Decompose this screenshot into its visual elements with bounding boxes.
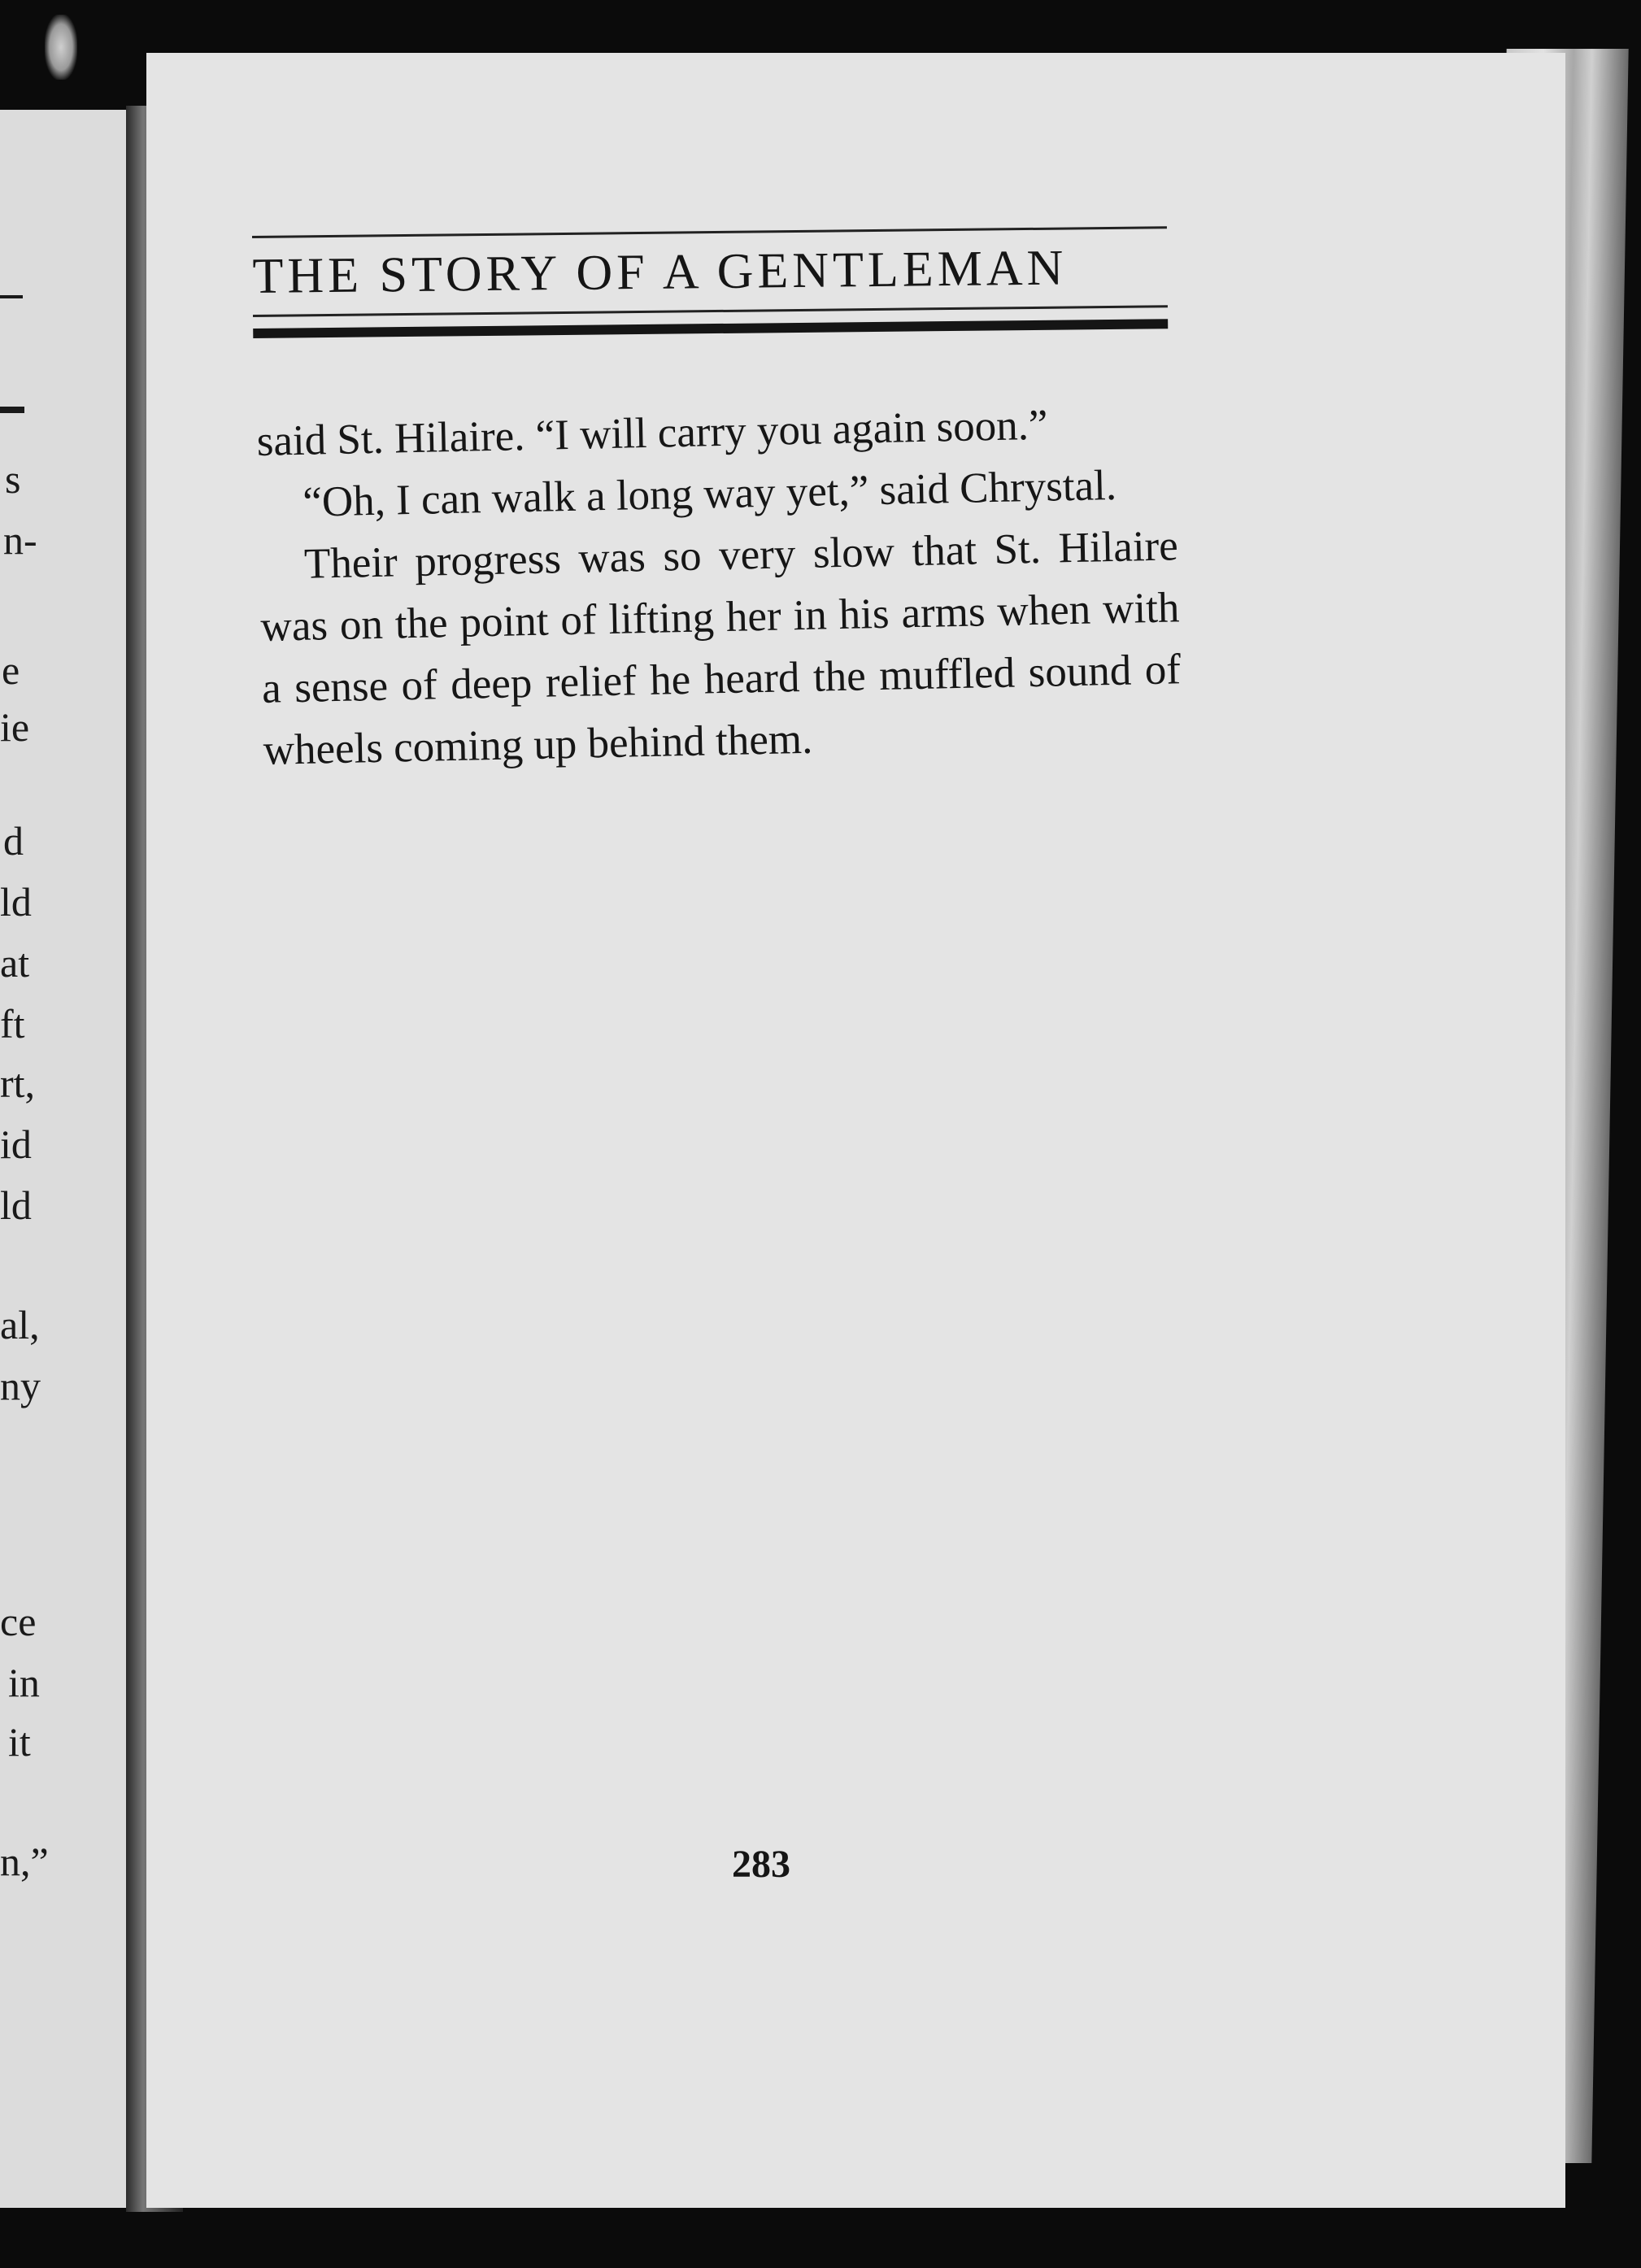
- left-page-fragment: d: [3, 818, 24, 864]
- right-page: [146, 53, 1565, 2208]
- left-page-fragment: n,”: [0, 1839, 49, 1884]
- left-page-fragment: ld: [0, 1182, 32, 1228]
- left-page-rule-thick: [0, 407, 24, 413]
- paragraph: Their progress was so very slow that St. Hilaire was on the point of lifting her in his arms when with a sense of deep relief he heard the muffled sound of wheels coming up behind them.: [259, 522, 1182, 774]
- running-header: [252, 226, 1168, 338]
- running-title: THE STORY OF A GENTLEMAN: [252, 240, 1068, 304]
- left-page: [0, 110, 130, 2208]
- left-page-fragment: ft: [0, 1001, 25, 1047]
- left-page-fragment: in: [8, 1660, 40, 1705]
- left-page-fragment: id: [0, 1121, 32, 1167]
- left-page-fragment: ny: [0, 1363, 41, 1408]
- left-page-fragment: it: [8, 1719, 31, 1765]
- left-page-fragment: s: [5, 456, 21, 502]
- left-page-fragment: at: [0, 940, 30, 986]
- left-page-fragment: rt,: [0, 1060, 36, 1106]
- left-page-fragment: e: [2, 647, 20, 693]
- left-page-fragment: al,: [0, 1302, 40, 1347]
- left-page-fragment: ld: [0, 879, 32, 925]
- left-page-rule: [0, 295, 23, 298]
- left-page-fragment: ce: [0, 1599, 37, 1644]
- header-rule-thin: [253, 305, 1168, 317]
- header-top-rule: [252, 226, 1167, 238]
- page-number: 283: [732, 1843, 790, 1886]
- corner-blemish: [45, 15, 77, 80]
- paragraph: “Oh, I can walk a long way yet,” said Chrystal.: [302, 461, 1117, 526]
- left-page-fragment: ie: [0, 704, 30, 750]
- body-text: [256, 391, 1182, 781]
- header-rule-thick: [253, 319, 1168, 338]
- paragraph: said St. Hilaire. “I will carry you again soon.”: [256, 401, 1049, 465]
- left-page-fragment: n-: [3, 517, 37, 563]
